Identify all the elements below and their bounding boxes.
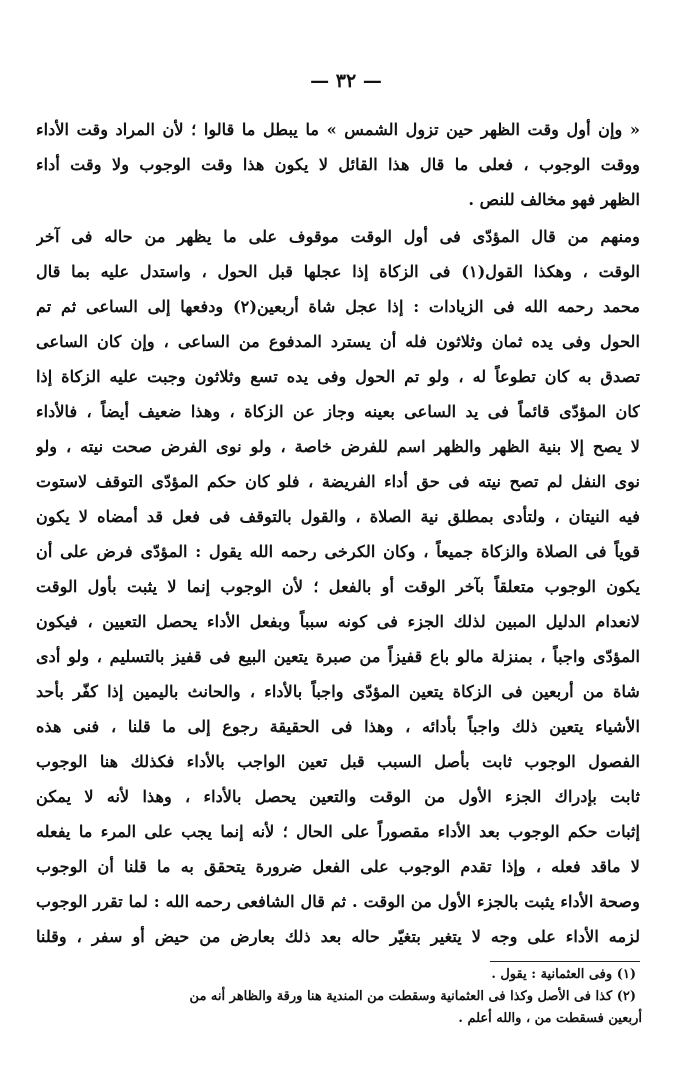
text-line: محمد رحمه الله فى الزيادات : إذا عجل شاة أربعين(٢) ودفعها إلى الساعى ثم تم xyxy=(36,297,640,316)
text-line: الحول وفى يده ثمان وثلاثون فله أن يسترد المدفوع من الساعى ، وإن كان الساعى xyxy=(36,332,640,351)
text-line: ثابت بإدراك الجزء الأول من الوقت والتعين يحصل بالأداء ، وهذا لأنه لا يمكن xyxy=(36,787,640,806)
text-line: شاة من أربعين فى الزكاة يتعين المؤدّى واجباً بالأداء ، والحانث باليمين إذا كفّر بأحد xyxy=(36,682,640,701)
footnotes xyxy=(36,964,642,1030)
text-line: كان المؤدّى قائماً فى يد الساعى بعينه وجاز عن الزكاة ، وهذا ضعيف أيضاً ، فالأداء xyxy=(36,402,640,421)
text-line: « وإن أول وقت الظهر حين تزول الشمس » ما يبطل ما قالوا ؛ لأن المراد وقت الأداء xyxy=(36,120,640,139)
text-line: فيه النيتان ، ولتأدى بمطلق نية الصلاة ، والقول بالتوقف فى فعل قد أمضاه لا يكون xyxy=(36,507,640,526)
body-text xyxy=(36,112,640,954)
text-line: لا ماقد فعله ، وإذا تقدم الوجوب على الفعل ضرورة يتحقق به ما قلنا أن الوجوب xyxy=(36,857,640,876)
text-line: يكون الوجوب متعلقاً بآخر الوقت أو بالفعل ؛ لأن الوجوب إنما لا يثبت بأول الوقت xyxy=(36,577,640,596)
page-number: — ٣٢ — xyxy=(310,70,382,92)
text-line: لزمه الأداء على وجه لا يتغير بتغيّر حاله بعد ذلك بعارض من حيض أو سفر ، وقلنا xyxy=(36,927,640,946)
text-line: نوى النفل لم تصح نيته فى حق أداء الفريضة ، فلو كان حكم المؤدّى التوقف لاستوت xyxy=(36,472,640,491)
footnote-line: أربعين فسقطت من ، والله أعلم . xyxy=(458,1011,642,1026)
text-line: ومنهم من قال المؤدّى فى أول الوقت موقوف على ما يظهر من حاله فى آخر xyxy=(36,227,640,246)
text-line: الظهر فهو مخالف للنص . xyxy=(468,190,640,209)
text-line: قوياً فى الصلاة والزكاة جميعاً ، وكان الكرخى رحمه الله يقول : المؤدّى فرض على أن xyxy=(36,542,640,561)
footnote-line: (٢) كذا فى الأصل وكذا فى العثمانية وسقطت من المندية هنا ورقة والظاهر أنه من xyxy=(189,989,636,1004)
footnote-line: (١) وفى العثمانية : يقول . xyxy=(491,967,636,982)
text-line: المؤدّى واجباً ، بمنزلة مالو باع قفيزاً من صبرة يتعين البيع فى قفيز بالتسليم ، ولو أدى xyxy=(36,647,640,666)
text-line: الأشياء يتعين ذلك واجباً بأدائه ، وهذا فى الحقيقة رجوع إلى ما قلنا ، فنى هذه xyxy=(36,717,640,736)
text-line: لانعدام الدليل المبين لذلك الجزء فى كونه سبباً وبفعل الأداء يحصل التعيين ، فيكون xyxy=(36,612,640,631)
text-line: الوقت ، وهكذا القول(١) فى الزكاة إذا عجلها قبل الحول ، واستدل عليه بما قال xyxy=(36,262,640,281)
text-line: تصدق به كان تطوعاً له ، ولو تم الحول وفى يده تسع وثلاثون وجبت عليه الزكاة إذا xyxy=(36,367,640,386)
text-line: ووقت الوجوب ، فعلى ما قال هذا القائل لا يكون هذا وقت الوجوب ولا وقت أداء xyxy=(36,155,640,174)
text-line: لا يصح إلا بنية الظهر والظهر اسم للفرض خاصة ، ولو نوى الفرض صحت نيته ، ولو xyxy=(36,437,640,456)
text-line: الفصول الوجوب ثابت بأصل السبب قبل تعين الواجب بالأداء فكذلك هنا الوجوب xyxy=(36,752,640,771)
text-line: وصحة الأداء يثبت بالجزء الأول من الوقت . ثم قال الشافعى رحمه الله : لما تقرر الوجوب xyxy=(36,892,640,911)
footnote-divider xyxy=(490,961,640,962)
text-line: إثبات حكم الوجوب بعد الأداء مقصوراً على الحال ؛ لأنه إنما يجب على المرء ما يفعله xyxy=(36,822,640,841)
